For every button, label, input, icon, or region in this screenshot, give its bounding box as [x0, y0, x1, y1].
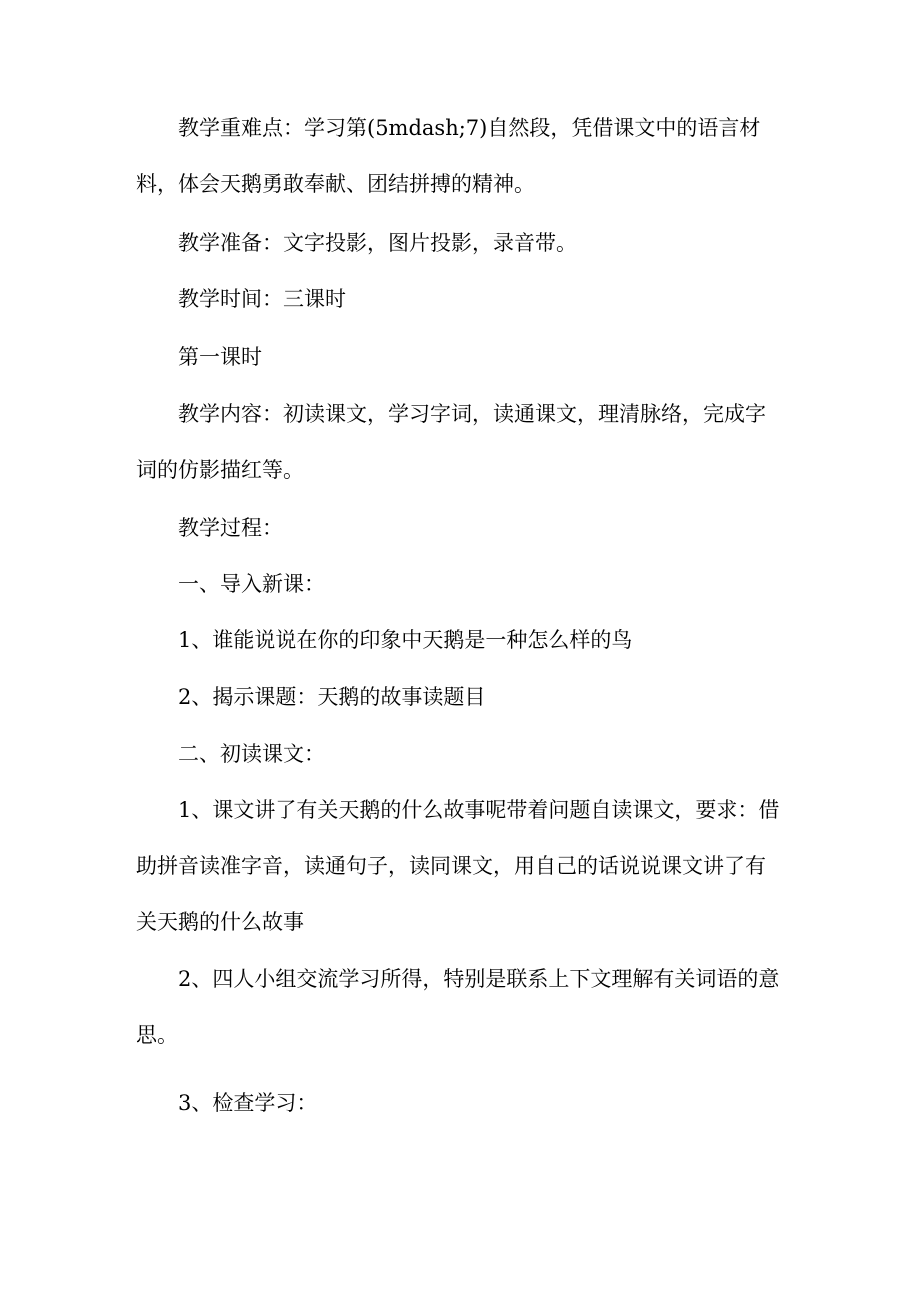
paragraph-item-1-2: 2、揭示课题：天鹅的故事读题目: [178, 685, 486, 709]
paragraph-process: 教学过程：: [178, 516, 283, 540]
paragraph-item-2-1: 1、课文讲了有关天鹅的什么故事呢带着问题自读课文，要求：借助拼音读准字音，读通句子，读同课文，用自己的话说说课文讲了有关天鹅的什么故事: [136, 798, 780, 934]
paragraph-item-1-1: 1、谁能说说在你的印象中天鹅是一种怎么样的鸟: [178, 628, 633, 652]
paragraph-item-2-2: 2、四人小组交流学习所得，特别是联系上下文理解有关词语的意思。: [136, 967, 780, 1047]
paragraph-item-2-3: 3、检查学习：: [178, 1091, 318, 1115]
paragraph-key-points: 教学重难点：学习第(5mdash;7)自然段，凭借课文中的语言材料，体会天鹅勇敢奉献、团结拼搏的精神。: [136, 116, 761, 196]
paragraph-section-one: 一、导入新课：: [178, 572, 325, 596]
paragraph-content: 教学内容：初读课文，学习字词，读通课文，理清脉络，完成字词的仿影描红等。: [136, 402, 766, 482]
paragraph-preparation: 教学准备：文字投影，图片投影，录音带。: [178, 231, 577, 255]
paragraph-section-two: 二、初读课文：: [178, 742, 325, 766]
paragraph-lesson-one-heading: 第一课时: [178, 345, 262, 369]
paragraph-time: 教学时间：三课时: [178, 287, 346, 311]
